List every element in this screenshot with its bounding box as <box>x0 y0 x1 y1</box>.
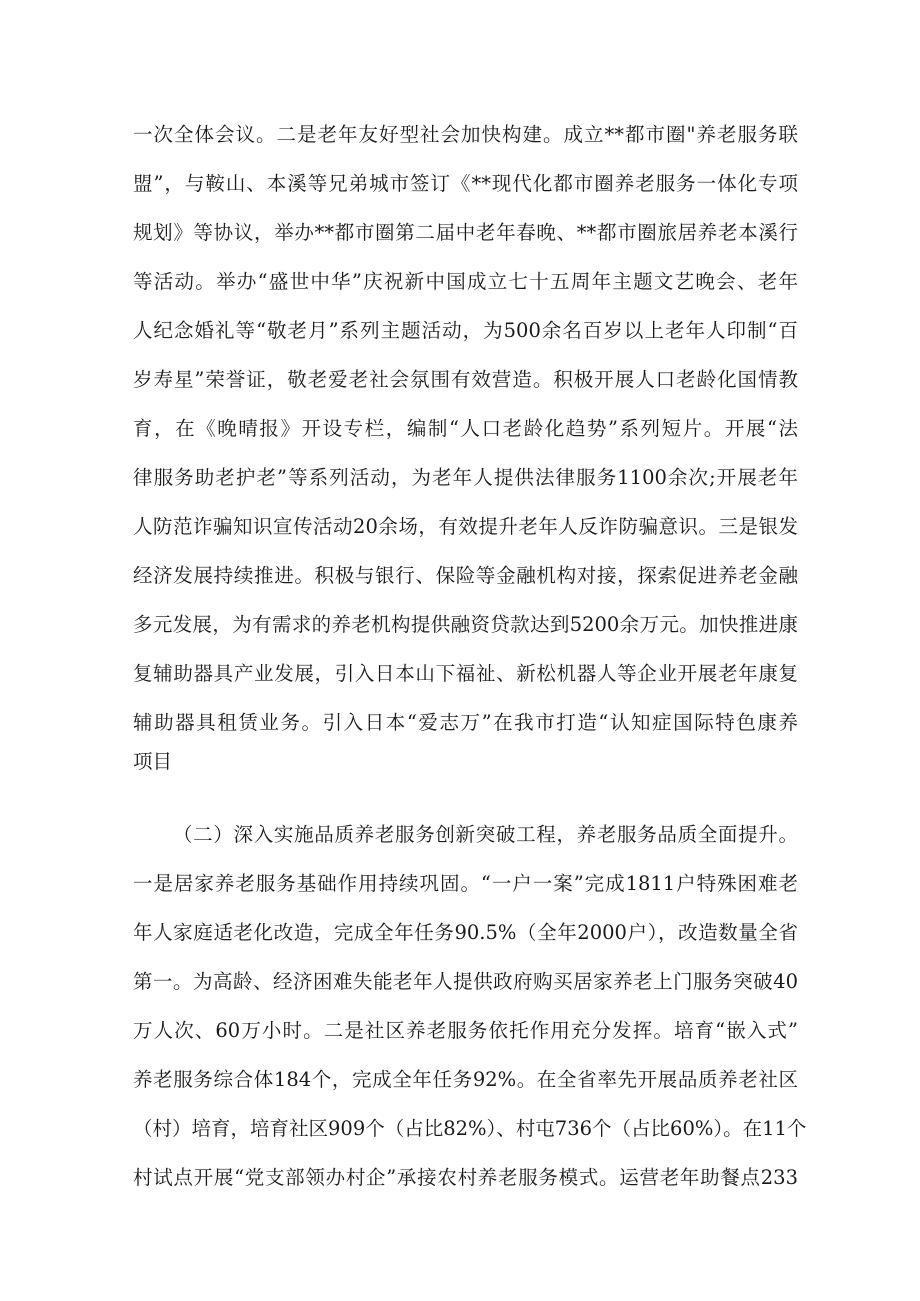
text-line: 村试点开展“党支部领办村企”承接农村养老服务模式。运营老年助餐点233 <box>133 1166 798 1189</box>
text-line: （村）培育，培育社区909个（占比82%）、村屯736个（占比60%）。在11个 <box>133 1117 807 1140</box>
text-line: 育，在《晚晴报》开设专栏，编制“人口老龄化趋势”系列短片。开展“法 <box>133 417 798 440</box>
text-line: 一次全体会议。二是老年友好型社会加快构建。成立**都市圈"养老服务联 <box>133 123 798 146</box>
text-line: 第一。为高龄、经济困难失能老年人提供政府购买居家养老上门服务突破40 <box>133 970 798 993</box>
text-line: 人防范诈骗知识宣传活动20余场，有效提升老年人反诈防骗意识。三是银发 <box>133 515 798 538</box>
text-line: 万人次、60万小时。二是社区养老服务依托作用充分发挥。培育“嵌入式” <box>133 1019 798 1042</box>
text-line: 项目 <box>133 750 173 773</box>
text-line: 年人家庭适老化改造，完成全年任务90.5%（全年2000户），改造数量全省 <box>133 921 798 944</box>
text-line: 律服务助老护老”等系列活动，为老年人提供法律服务1100余次;开展老年 <box>133 466 798 489</box>
text-line: 辅助器具租赁业务。引入日本“爱志万”在我市打造“认知症国际特色康养 <box>133 711 798 734</box>
text-line: 多元发展，为有需求的养老机构提供融资贷款达到5200余万元。加快推进康 <box>133 613 798 636</box>
text-line: 一是居家养老服务基础作用持续巩固。“一户一案”完成1811户特殊困难老 <box>133 872 798 895</box>
section-heading-line: （二）深入实施品质养老服务创新突破工程，养老服务品质全面提升。 <box>173 823 798 846</box>
text-line: 经济发展持续推进。积极与银行、保险等金融机构对接，探索促进养老金融 <box>133 564 798 587</box>
text-line: 等活动。举办“盛世中华”庆祝新中国成立七十五周年主题文艺晚会、老年 <box>133 270 798 293</box>
text-line: 复辅助器具产业发展，引入日本山下福祉、新松机器人等企业开展老年康复 <box>133 662 798 685</box>
text-line: 规划》等协议，举办**都市圈第二届中老年春晚、**都市圈旅居养老本溪行 <box>133 221 798 244</box>
text-line: 人纪念婚礼等“敬老月”系列主题活动，为500余名百岁以上老年人印制“百 <box>133 319 798 342</box>
text-line: 养老服务综合体184个，完成全年任务92%。在全省率先开展品质养老社区 <box>133 1068 798 1091</box>
text-line: 岁寿星”荣誉证，敬老爱老社会氛围有效营造。积极开展人口老龄化国情教 <box>133 368 798 391</box>
text-line: 盟”，与鞍山、本溪等兄弟城市签订《**现代化都市圈养老服务一体化专项 <box>133 172 798 195</box>
